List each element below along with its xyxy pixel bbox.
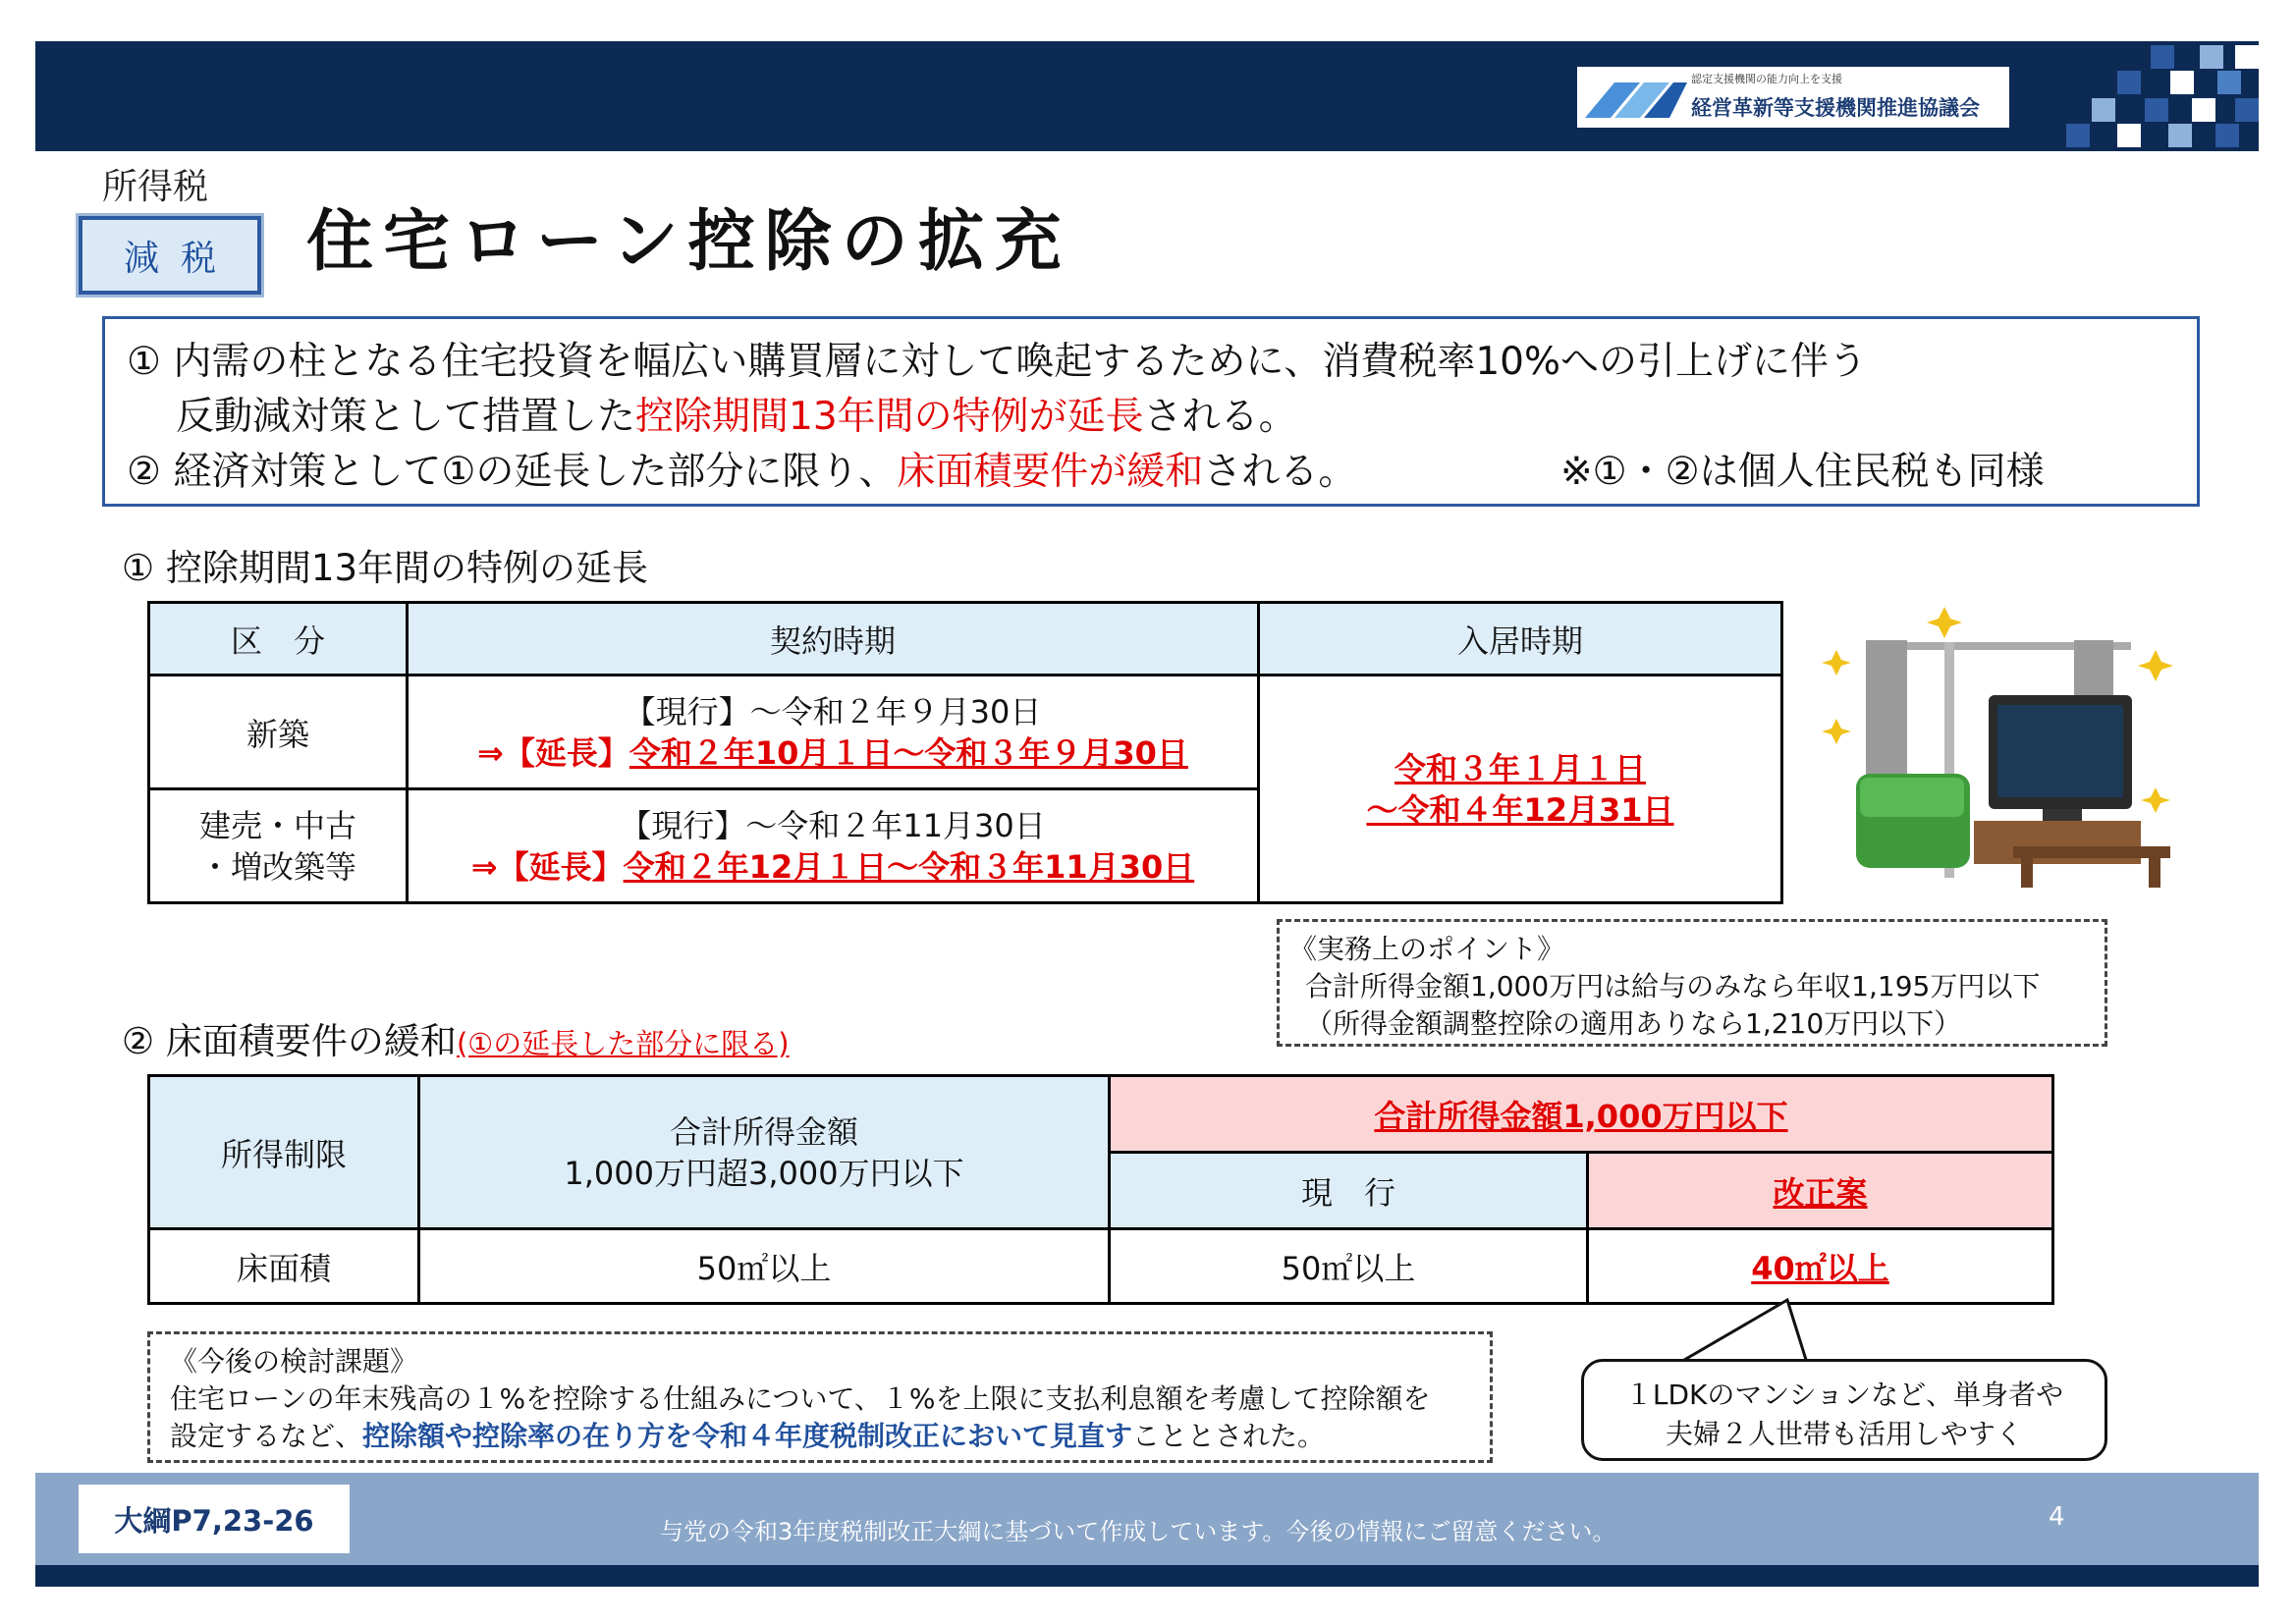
row-label-new-build: 新築	[149, 676, 408, 789]
section2-note: (①の延長した部分に限る)	[456, 1027, 790, 1060]
review-line-1: 住宅ローンの年末残高の１%を控除する仕組みについて、１%を上限に支払利息額を考慮して控除額を	[170, 1382, 1431, 1415]
floor-area-current: 50㎡以上	[1110, 1229, 1588, 1304]
income-limit-label: 所得制限	[149, 1076, 419, 1229]
page-number: 4	[2049, 1502, 2065, 1532]
callout-line-1: １LDKのマンションなど、単身者や	[1624, 1379, 2064, 1411]
summary-resident-tax-note: ※①・②は個人住民税も同様	[1560, 450, 2045, 494]
row-label-existing: 建売・中古 ・増改築等	[149, 789, 408, 903]
callout-pointer	[1660, 1298, 1817, 1367]
floor-area-revised: 40㎡以上	[1588, 1229, 2053, 1304]
floor-area-table	[147, 1074, 2054, 1305]
header-contract-period: 契約時期	[408, 603, 1259, 676]
income-under-10m-header: 合計所得金額1,000万円以下	[1110, 1076, 2053, 1153]
summary-line-1: ① 内需の柱となる住宅投資を幅広い購買層に対して喚起するために、消費税率10%への引上げに伴う	[127, 340, 1868, 384]
single-household-callout	[1581, 1359, 2107, 1461]
summary-line-3: ② 経済対策として①の延長した部分に限り、床面積要件が緩和される。	[127, 450, 1357, 494]
callout-line-2: 夫婦２人世帯も活用しやすく	[1665, 1418, 2023, 1450]
future-review-box	[147, 1331, 1493, 1463]
logo-name: 経営革新等支援機関推進協議会	[1691, 96, 1980, 120]
header-category: 区 分	[149, 603, 408, 676]
outline-reference: 大綱P7,23-26	[79, 1485, 350, 1553]
logo-tagline: 認定支援機関の能力向上を支援	[1691, 73, 1842, 85]
footer-disclaimer: 与党の令和3年度税制改正大綱に基づいて作成しています。今後の情報にご留意ください。	[660, 1518, 1616, 1545]
tax-cut-badge: 減税	[79, 216, 261, 295]
section2-heading: ② 床面積要件の緩和(①の延長した部分に限る)	[122, 1020, 790, 1062]
page-title: 住宅ローン控除の拡充	[306, 203, 1071, 281]
current-rule-header: 現 行	[1110, 1153, 1588, 1229]
point-line-2: （所得金額調整控除の適用ありなら1,210万円以下）	[1305, 1007, 1962, 1040]
table-row	[149, 676, 1782, 789]
contract-period-new-build: 【現行】～令和２年９月30日 ⇒【延長】令和２年10月１日～令和３年９月30日	[408, 676, 1259, 789]
summary-box	[102, 316, 2200, 507]
income-range-current: 合計所得金額 1,000万円超3,000万円以下	[419, 1076, 1110, 1229]
table-row	[149, 1229, 2053, 1304]
header-checker-pattern	[2043, 43, 2259, 151]
revised-rule-header: 改正案	[1588, 1153, 2053, 1229]
floor-area-high-income: 50㎡以上	[419, 1229, 1110, 1304]
logo-stripes-icon	[1585, 75, 1687, 120]
contract-period-existing: 【現行】～令和２年11月30日 ⇒【延長】令和２年12月１日～令和３年11月30日	[408, 789, 1259, 903]
section1-heading: ① 控除期間13年間の特例の延長	[122, 547, 649, 589]
point-line-1: 合計所得金額1,000万円は給与のみなら年収1,195万円以下	[1305, 970, 2041, 1002]
move-in-period: 令和３年１月１日 ～令和４年12月31日	[1259, 676, 1782, 903]
review-title: 《今後の検討課題》	[170, 1345, 418, 1378]
point-title: 《実務上のポイント》	[1289, 933, 1565, 965]
living-room-illustration	[1817, 601, 2200, 895]
review-line-2: 設定するなど、控除額や控除率の在り方を令和４年度税制改正において見直すこととされた。	[170, 1420, 1326, 1452]
practical-point-box	[1277, 919, 2107, 1047]
summary-line-2: 反動減対策として措置した控除期間13年間の特例が延長される。	[176, 395, 1297, 439]
tax-category-label: 所得税	[102, 167, 209, 207]
footer-strip	[35, 1565, 2259, 1587]
period-extension-table	[147, 601, 1783, 904]
header-move-in-period: 入居時期	[1259, 603, 1782, 676]
floor-area-label: 床面積	[149, 1229, 419, 1304]
